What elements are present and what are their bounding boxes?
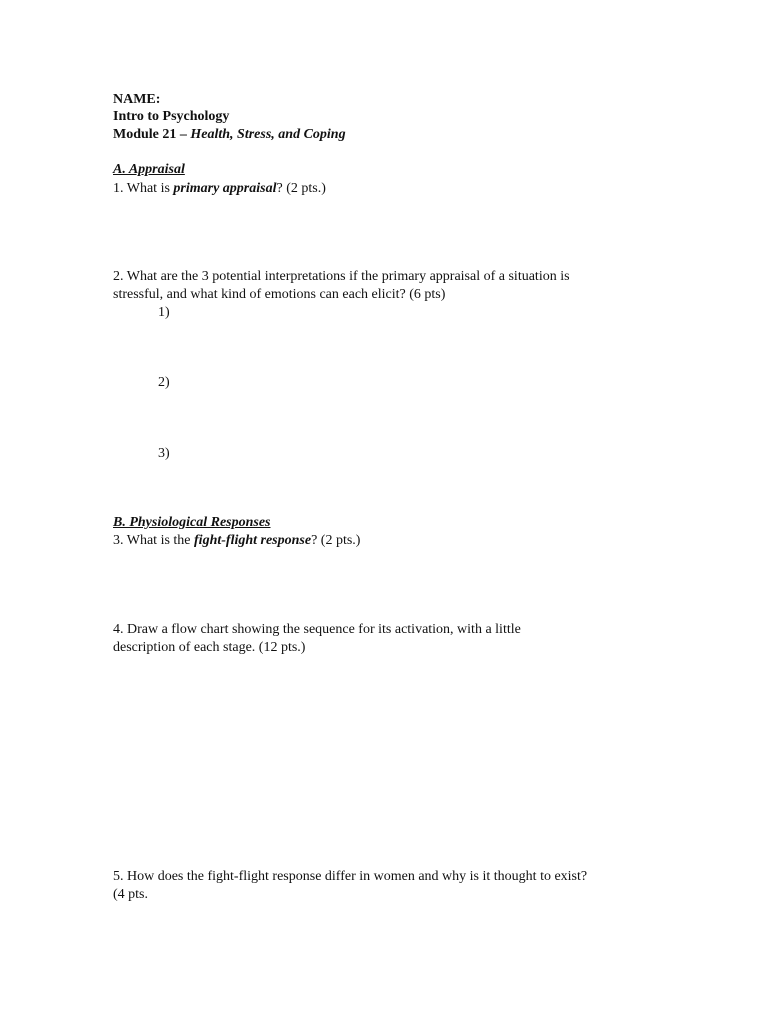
q1-prefix: 1. What is xyxy=(113,181,174,196)
question-3 xyxy=(113,532,360,550)
question-2-line-1: 2. What are the 3 potential interpretations if the primary appraisal of a situation is xyxy=(113,269,570,284)
section-b-heading: B. Physiological Responses xyxy=(113,515,271,530)
module-title xyxy=(113,126,346,144)
q2-item-2: 2) xyxy=(158,375,170,390)
question-5-line-2: (4 pts. xyxy=(113,887,148,902)
question-5-line-1: 5. How does the fight-flight response differ in women and why is it thought to exist? xyxy=(113,869,588,884)
question-4-line-1: 4. Draw a flow chart showing the sequence for its activation, with a little xyxy=(113,622,521,637)
module-name: Health, Stress, and Coping xyxy=(190,127,346,142)
module-prefix: Module 21 – xyxy=(113,127,191,142)
question-1 xyxy=(113,180,326,198)
q2-item-1: 1) xyxy=(158,305,170,320)
question-2-line-2: stressful, and what kind of emotions can each elicit? (6 pts) xyxy=(113,287,446,302)
q3-prefix: 3. What is the xyxy=(113,533,195,548)
question-4-line-2: description of each stage. (12 pts.) xyxy=(113,640,306,655)
name-label: NAME: xyxy=(113,92,161,107)
q3-suffix: ? (2 pts.) xyxy=(311,533,361,548)
q3-term: fight-flight response xyxy=(194,533,312,548)
section-a-heading: A. Appraisal xyxy=(113,162,185,177)
q1-suffix: ? (2 pts.) xyxy=(276,181,326,196)
q1-term: primary appraisal xyxy=(173,181,277,196)
q2-item-3: 3) xyxy=(158,446,170,461)
course-title: Intro to Psychology xyxy=(113,109,230,124)
